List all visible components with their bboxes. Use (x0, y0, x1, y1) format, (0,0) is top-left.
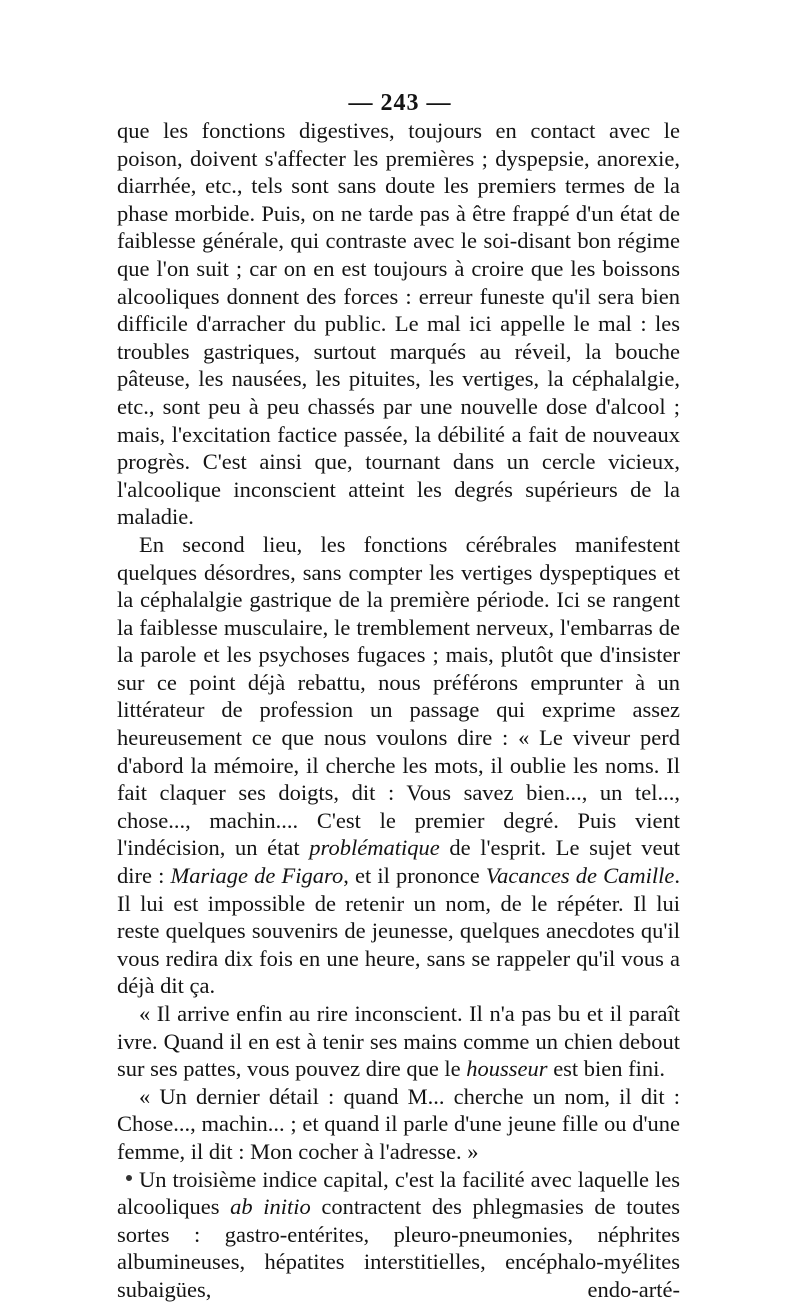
paragraph-text: que les fonctions digestives, toujours en contact avec le poison, doivent s'affecter les premières ; dyspepsie, anorexie, diarrhée, etc., tels sont sans doute les premiers termes de la phase morbide. Puis, on ne tarde pas à être frappé d'un état de faiblesse générale, qui contraste avec le soi-disant bon régime que l'on suit ; car on en est toujours à croire que les boissons alcooliques donnent des forces : erreur funeste qu'il sera bien difficile d'arracher du public. Le mal ici appelle le mal : les troubles gastriques, surtout marqués au réveil, la bouche pâteuse, les nausées, les pituites, les vertiges, la céphalalgie, etc., sont peu à peu chassés par une nouvelle dose d'alcool ; mais, l'excitation factice passée, la débilité a fait de nouveaux progrès. C'est ainsi que, tournant dans un cercle vicieux, l'alcoolique inconscient atteint les degrés supérieurs de la maladie. (117, 118, 680, 530)
body-text (117, 117, 680, 1304)
paragraph-text: « Il arrive enfin au rire inconscient. Il n'a pas bu et il paraît ivre. Quand il en est à tenir ses mains comme un chien debout sur ses pattes, vous pouvez dire que le (117, 1001, 680, 1082)
italic-term: problématique (309, 835, 440, 861)
paragraph-text: En second lieu, les fonctions cérébrales manifestent quelques désordres, sans compter les vertiges dyspeptiques et la céphalalgie gastrique de la première période. Ici se rangent la faiblesse musculaire, le tremblement nerveux, l'embarras de la parole et les psychoses fugaces ; mais, plutôt que d'insister sur ce point déjà rebattu, nous préférons emprunter à un littérateur de profession un passage qui exprime assez heureusement ce que nous voulons dire : « Le viveur perd d'abord la mémoire, il cherche les mots, il oublie les noms. Il fait claquer ses doigts, dit : Vous savez bien..., un tel..., chose..., machin.... C'est le premier degré. Puis vient l'indécision, un état (117, 531, 680, 861)
paragraph-text: contractent des phlegmasies de toutes sortes : gastro-entérites, pleuro-pneumonies, néphrites albumineuses, hépatites interstitielles, encéphalo-myélites subaigües, endo-arté- (117, 1194, 680, 1302)
italic-term: ab initio (230, 1194, 311, 1220)
paragraph-text: de l'esprit. Le sujet veut dire : (117, 835, 680, 889)
paragraph-last-detail (117, 1083, 680, 1166)
printer-mark (126, 1175, 132, 1181)
paragraph-digestive-functions (117, 117, 680, 531)
paragraph-text: , et il prononce (343, 863, 486, 889)
italic-term: housseur (466, 1056, 548, 1082)
page-number: — 243 — (348, 90, 452, 116)
paragraph-unconscious-laughter (117, 1000, 680, 1083)
italic-title: Mariage de Figaro (170, 863, 344, 889)
paragraph-third-indicator (117, 1166, 680, 1304)
paragraph-text: . Il lui est impossible de retenir un nom, de le répéter. Il lui reste quelques souvenirs de jeunesse, quelques anecdotes qu'il vous redira dix fois en une heure, sans se rappeler qu'il vous a déjà dit ça. (117, 863, 681, 999)
paragraph-text: « Un dernier détail : quand M... cherche un nom, il dit : Chose..., machin... ; et quand il parle d'une jeune fille ou d'une femme, il dit : Mon cocher à l'adresse. » (117, 1083, 680, 1164)
italic-title: Vacances de Camille (485, 863, 675, 889)
paragraph-text: est bien fini. (547, 1056, 666, 1082)
paragraph-text: Un troisième indice capital, c'est la facilité avec laquelle les alcooliques (117, 1166, 680, 1220)
paragraph-cerebral-functions (117, 531, 680, 1000)
